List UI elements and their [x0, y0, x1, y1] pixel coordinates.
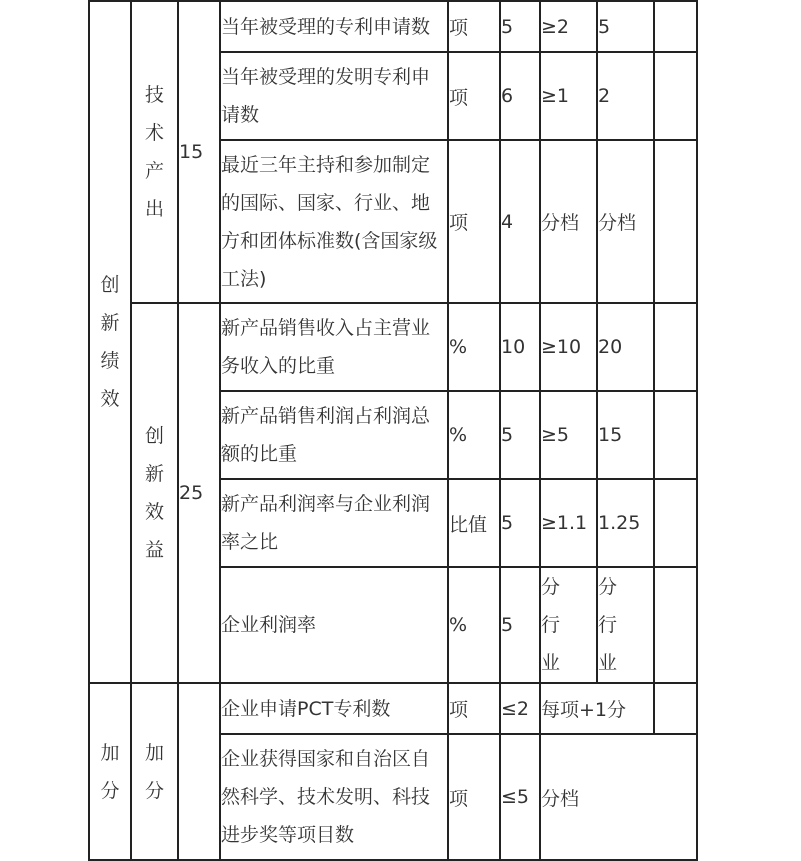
scoring-table — [88, 0, 698, 861]
subcategory-label: 创新效益 — [144, 425, 164, 561]
sub-innovation-benefit-cell — [131, 303, 178, 683]
indicator-cell: 新产品销售利润占利润总额的比重 — [220, 391, 448, 479]
subcategory-weight: 25 — [179, 482, 204, 504]
dimension-bonus-cell — [89, 683, 131, 860]
weight-cell: 6 — [500, 52, 540, 140]
weight-cell: 4 — [500, 140, 540, 303]
unit-cell: 比值 — [448, 479, 500, 567]
weight-cell: 5 — [500, 391, 540, 479]
subcategory-label: 技术产出 — [144, 84, 164, 220]
indicator-cell: 企业利润率 — [220, 567, 448, 683]
dimension-innovation-cell — [89, 1, 131, 683]
target-cell: ≥1 — [540, 52, 597, 140]
unit-cell: 项 — [448, 734, 500, 860]
subcategory-label: 加分 — [144, 741, 164, 802]
target-cell: ≥1.1 — [540, 479, 597, 567]
unit-cell: % — [448, 303, 500, 391]
extra-cell — [654, 52, 697, 140]
table-row — [89, 683, 697, 734]
subcategory-weight: 15 — [179, 141, 204, 163]
sub-bonus-cell — [131, 683, 178, 860]
target-cell: ≥5 — [540, 391, 597, 479]
unit-cell: 项 — [448, 1, 500, 52]
unit-cell: 项 — [448, 140, 500, 303]
weight-cell: 5 — [500, 1, 540, 52]
sub-tech-output-cell — [131, 1, 178, 303]
extra-cell — [654, 683, 697, 734]
indicator-cell: 最近三年主持和参加制定的国际、国家、行业、地方和团体标准数(含国家级工法) — [220, 140, 448, 303]
extra-cell — [654, 567, 697, 683]
dimension-label: 加分 — [100, 741, 120, 802]
indicator-cell: 当年被受理的发明专利申请数 — [220, 52, 448, 140]
unit-cell: 项 — [448, 683, 500, 734]
extra-cell — [654, 391, 697, 479]
weight-cell: ≤2 — [500, 683, 540, 734]
value-cell: 15 — [597, 391, 654, 479]
unit-cell: 项 — [448, 52, 500, 140]
weight-cell: 10 — [500, 303, 540, 391]
rule-cell: 分档 — [540, 734, 697, 860]
sub-weight-cell — [178, 683, 220, 860]
target-cell: 分档 — [540, 140, 597, 303]
rule-cell: 每项+1分 — [540, 683, 654, 734]
table-row — [89, 1, 697, 52]
value-cell: 分行业 — [597, 567, 654, 683]
extra-cell — [654, 140, 697, 303]
extra-cell — [654, 479, 697, 567]
target-cell: ≥10 — [540, 303, 597, 391]
unit-cell: % — [448, 567, 500, 683]
weight-cell: 5 — [500, 567, 540, 683]
table-row — [89, 303, 697, 391]
indicator-cell: 企业获得国家和自治区自然科学、技术发明、科技进步奖等项目数 — [220, 734, 448, 860]
value-cell: 1.25 — [597, 479, 654, 567]
unit-cell: % — [448, 391, 500, 479]
target-cell: 分行业 — [540, 567, 597, 683]
dimension-label: 创新绩效 — [100, 274, 120, 410]
value-cell: 5 — [597, 1, 654, 52]
weight-cell: 5 — [500, 479, 540, 567]
extra-cell — [654, 303, 697, 391]
indicator-cell: 新产品销售收入占主营业务收入的比重 — [220, 303, 448, 391]
sub-weight-cell — [178, 1, 220, 303]
value-cell: 2 — [597, 52, 654, 140]
value-cell: 20 — [597, 303, 654, 391]
extra-cell — [654, 1, 697, 52]
value-cell: 分档 — [597, 140, 654, 303]
indicator-cell: 企业申请PCT专利数 — [220, 683, 448, 734]
sub-weight-cell — [178, 303, 220, 683]
indicator-cell: 新产品利润率与企业利润率之比 — [220, 479, 448, 567]
target-cell: ≥2 — [540, 1, 597, 52]
indicator-cell: 当年被受理的专利申请数 — [220, 1, 448, 52]
weight-cell: ≤5 — [500, 734, 540, 860]
